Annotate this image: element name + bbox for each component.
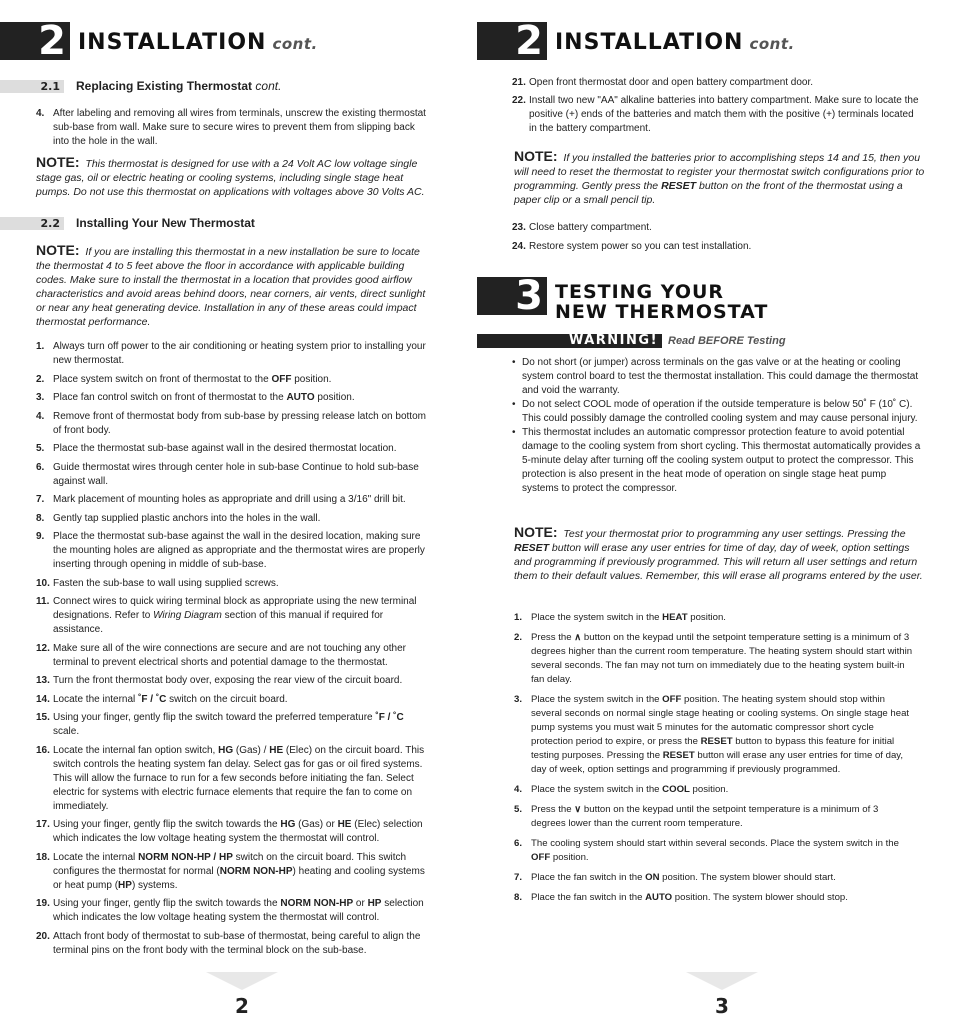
section-3-header bbox=[477, 277, 937, 323]
warning-bullets bbox=[512, 356, 922, 496]
list-item: 2. Press the ∧ button on the keypad until the setpoint temperature setting is a minimum of 3 degrees higher than the current room temperature. The heating system should start within several seconds. The fan may not turn on immediately due to the heating system built-in fan delay. bbox=[514, 632, 913, 685]
list-item: 18. Locate the internal NORM NON-HP / HP switch on the circuit board. This switch configures the thermostat for normal (NORM NON-HP) heating and cooling systems or heat pump (HP) systems. bbox=[36, 851, 425, 891]
section-title bbox=[78, 30, 318, 55]
title-cont: cont. bbox=[272, 35, 318, 53]
section-header bbox=[0, 22, 440, 62]
list-item: 11. Connect wires to quick wiring terminal block as appropriate using the new terminal designations. Refer to Wiring Diagram section of this manual if required for assistance. bbox=[36, 596, 417, 635]
title-text: INSTALLATION bbox=[555, 30, 744, 55]
warning-banner bbox=[477, 331, 937, 348]
reset-term: RESET bbox=[514, 542, 550, 554]
list-item: 6. The cooling system should start within several seconds. Place the system switch in the OFF position. bbox=[514, 838, 899, 863]
list-item: 9. Place the thermostat sub-base against the wall in the desired location, making sure the mounting holes are aligned as appropriate and the thermostat wires are properly inserting through opening in middle of sub-base. bbox=[36, 531, 425, 570]
subheading-number: 2.1 bbox=[0, 80, 64, 93]
testing-steps bbox=[514, 611, 914, 911]
list-item: • Do not select COOL mode of operation if the outside temperature is below 50˚ F (10˚ C). This could possibly damage the controlled cooling system and may cause personal injury. bbox=[512, 398, 922, 426]
section-title bbox=[555, 30, 795, 55]
arrow-icon: ∨ bbox=[574, 804, 582, 815]
list-item: 1. Always turn off power to the air conditioning or heating system prior to installing your new thermostat. bbox=[36, 341, 426, 366]
list-item: 22. Install two new "AA" alkaline batteries into battery compartment. Make sure to locate the positive (+) ends of the batteries and match them with the positive (+) terminals located in the battery compartment. bbox=[512, 95, 919, 134]
note-location bbox=[36, 243, 428, 329]
page-number: 2 bbox=[235, 994, 249, 1018]
list-item: 15. Using your finger, gently flip the switch toward the preferred temperature ˚F / ˚C scale. bbox=[36, 712, 404, 737]
list-item: 6. Guide thermostat wires through center hole in sub-base Continue to hold sub-base against wall. bbox=[36, 461, 419, 487]
subheading-cont: cont. bbox=[255, 79, 282, 93]
section-number: 3 bbox=[477, 277, 547, 315]
warning-label: WARNING! bbox=[477, 334, 662, 348]
page-number: 3 bbox=[715, 994, 729, 1018]
list-item: 16. Locate the internal fan option switch, HG (Gas) / HE (Elec) on the circuit board. This switch controls the heating system fan delay. Select gas for gas or oil fired systems. This will allow the furnace to run for a few seconds before initiating the fan. Select electric for systems with electric furnace elements that require the fan to come on immediately. bbox=[36, 744, 425, 812]
list-item: 4. Remove front of thermostat body from sub-base by pressing release latch on bottom of front body. bbox=[36, 410, 426, 436]
installation-steps-cont bbox=[512, 76, 922, 140]
list-item: 4. Place the system switch in the COOL position. bbox=[514, 784, 729, 795]
subheading-2-2 bbox=[0, 216, 440, 230]
note-label: NOTE: bbox=[36, 242, 80, 258]
note-text: This thermostat is designed for use with a 24 Volt AC low voltage single stage gas, oil or electric heating or cooling systems, including single stage heat pumps. Do not use this thermostat on applications with voltages above 30 Volts AC. bbox=[36, 158, 425, 198]
note-testing: NOTE: Test your thermostat prior to programming any user settings. Pressing the RESET button will erase any user entries for time of day, day of week, option settings and programming if previously programmed. This will return all user settings and return them to their default values. Remember, this will erase all programs entered by the user. bbox=[514, 524, 923, 582]
section-title: TESTING YOUR NEW THERMOSTAT bbox=[555, 281, 769, 323]
note-voltage bbox=[36, 155, 428, 199]
list-item: 3. Place the system switch in the OFF position. The heating system should stop within several seconds on normal single stage heating or cooling systems. On single stage heat pump systems you must wait 5 minutes for the automatic compressor short cycle protection period to expire, or press the RESET button to bypass this feature for initial testing purposes. Pressing the RESET button will erase any user entries for time of day, day of week, option settings and programming if previously programmed. bbox=[514, 694, 910, 775]
list-item: 24. Restore system power so you can test installation. bbox=[512, 241, 752, 252]
list-item: 14. Locate the internal ˚F / ˚C switch on the circuit board. bbox=[36, 693, 288, 705]
list-item: 8. Gently tap supplied plastic anchors into the holes in the wall. bbox=[36, 512, 321, 524]
list-item: 5. Place the thermostat sub-base against wall in the desired thermostat location. bbox=[36, 443, 397, 454]
note-reset: NOTE: If you installed the batteries prior to accomplishing steps 14 and 15, then you will need to reset the thermostat to register your thermostat switch configurations prior to programming. Gently press the RESET button on the front of the thermostat using a paper clip or a small pencil tip. bbox=[514, 148, 925, 206]
list-item: 13. Turn the front thermostat body over, exposing the rear view of the circuit board. bbox=[36, 675, 403, 686]
list-item: • This thermostat includes an automatic compressor protection feature to avoid potential damage to the cooling system from short cycling. This thermostat automatically provides a 5-minute delay after turning off the cooling system output to protect the compressor. This protection is also present in the heat mode of operation on single stage heat pump systems to protect the compressor. bbox=[512, 426, 922, 496]
subheading-title: Replacing Existing Thermostat bbox=[76, 79, 253, 93]
list-item: 1. Place the system switch in the HEAT position. bbox=[514, 612, 726, 623]
warning-subtitle: Read BEFORE Testing bbox=[668, 335, 786, 347]
note-text: If you are installing this thermostat in a new installation be sure to locate the thermostat 4 to 5 feet above the floor in accordance with applicable building codes. Make sure to install the thermostat in a location that provides good airflow characteristics and avoid areas behind doors, near corners, air vents, direct sunlight or near any heat generating device. Installation in any of these areas could impact thermostat performance. bbox=[36, 246, 426, 328]
section-number: 2 bbox=[0, 22, 70, 60]
right-page bbox=[477, 0, 954, 1018]
list-item: • Do not short (or jumper) across terminals on the gas valve or at the heating or cooling system control board to test the thermostat installation. This could damage the thermostat and void the warranty. bbox=[512, 356, 922, 398]
list-item: 12. Make sure all of the wire connections are secure and are not touching any other terminal to prevent electrical shorts and potential damage to the thermostat. bbox=[36, 642, 406, 668]
list-item: 4. After labeling and removing all wires from terminals, unscrew the existing thermostat sub-base from wall. Make sure to secure wires to prevent them from slipping back into the hole in the wall. bbox=[36, 108, 426, 147]
note-label: NOTE: bbox=[514, 148, 558, 164]
subheading-title: Installing Your New Thermostat bbox=[76, 216, 255, 230]
page-footer bbox=[686, 972, 758, 1018]
title-text: INSTALLATION bbox=[78, 30, 267, 55]
section-header bbox=[477, 22, 937, 62]
step-list-pre bbox=[36, 107, 428, 154]
installation-steps-final bbox=[512, 221, 922, 259]
installation-steps bbox=[36, 340, 428, 962]
note-label: NOTE: bbox=[514, 524, 558, 540]
list-item: 8. Place the fan switch in the AUTO position. The system blower should stop. bbox=[514, 892, 848, 903]
list-item: 3. Place fan control switch on front of thermostat to the AUTO position. bbox=[36, 392, 355, 403]
list-item: 23. Close battery compartment. bbox=[512, 222, 652, 233]
list-item: 20. Attach front body of thermostat to sub-base of thermostat, being careful to align the terminal pins on the front body with the terminal block on the sub-base. bbox=[36, 930, 421, 956]
arrow-icon: ∧ bbox=[574, 632, 582, 643]
title-cont: cont. bbox=[749, 35, 795, 53]
list-item: 7. Place the fan switch in the ON position. The system blower should start. bbox=[514, 872, 836, 883]
list-item: 2. Place system switch on front of thermostat to the OFF position. bbox=[36, 373, 332, 385]
page-footer bbox=[206, 972, 278, 1018]
footer-triangle bbox=[206, 972, 278, 990]
list-item: 21. Open front thermostat door and open battery compartment door. bbox=[512, 77, 814, 88]
subheading-2-1 bbox=[0, 79, 440, 93]
reset-term: RESET bbox=[661, 180, 697, 192]
subheading-number: 2.2 bbox=[0, 217, 64, 230]
section-number: 2 bbox=[477, 22, 547, 60]
footer-triangle bbox=[686, 972, 758, 990]
list-item: 5. Press the ∨ button on the keypad until the setpoint temperature is a minimum of 3 degrees lower than the current room temperature. bbox=[514, 804, 879, 829]
list-item: 10. Fasten the sub-base to wall using supplied screws. bbox=[36, 577, 279, 589]
note-label: NOTE: bbox=[36, 154, 80, 170]
list-item: 17. Using your finger, gently flip the switch towards the HG (Gas) or HE (Elec) selection which indicates the low voltage heating system the thermostat will control. bbox=[36, 819, 423, 844]
list-item: 19. Using your finger, gently flip the switch towards the NORM NON-HP or HP selection which indicates the low voltage heating system the thermostat will control. bbox=[36, 898, 424, 923]
list-item: 7. Mark placement of mounting holes as appropriate and drill using a 3/16" drill bit. bbox=[36, 494, 406, 505]
